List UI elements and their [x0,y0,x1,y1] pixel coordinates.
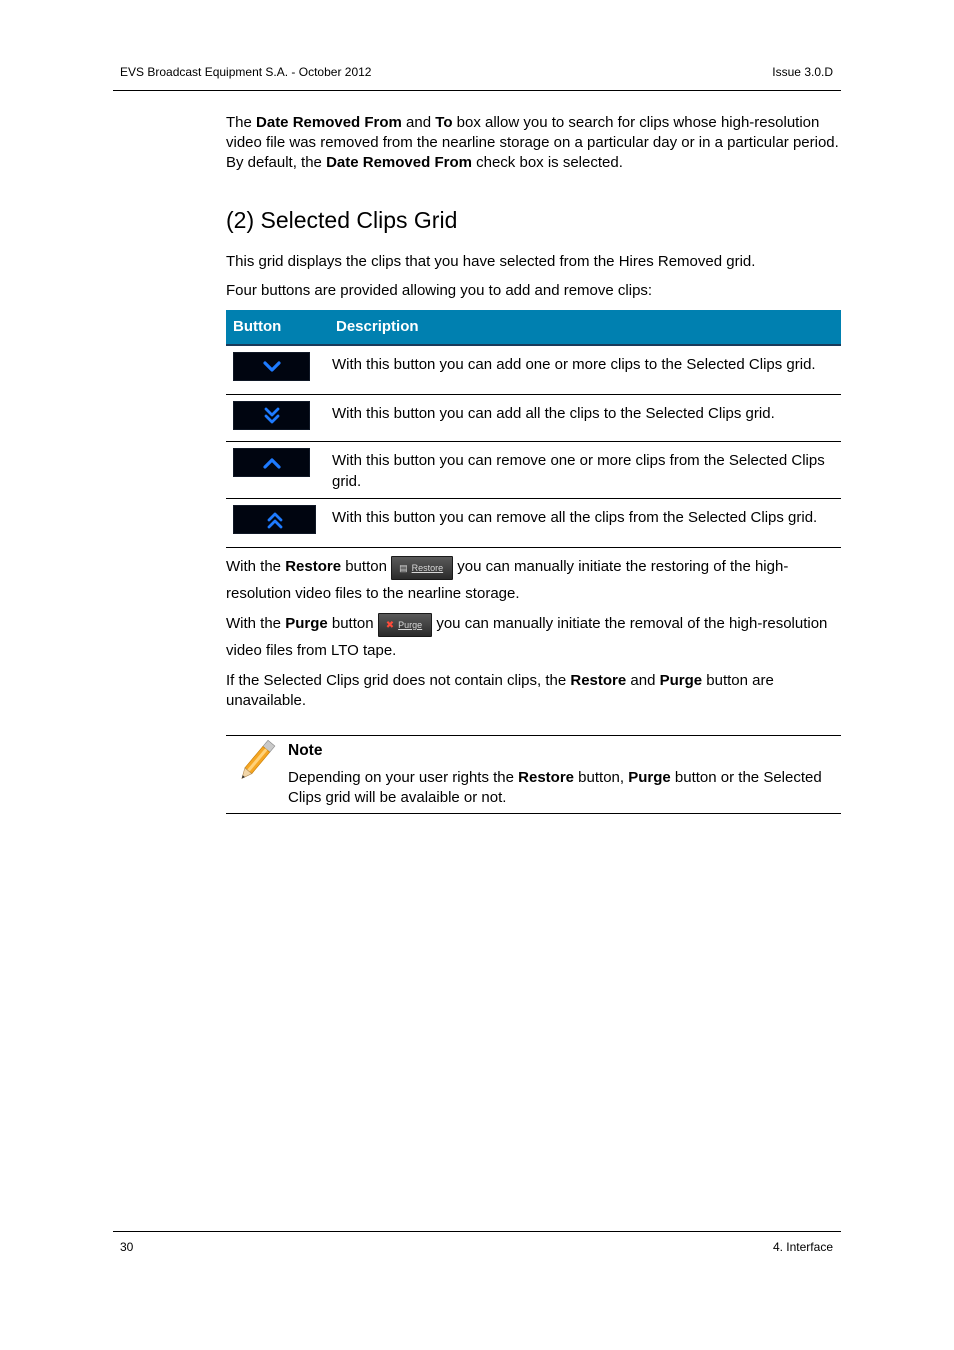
intro-paragraph [226,113,841,173]
text: button, [574,769,629,786]
text: button are unavailable. [226,672,774,709]
text: check box is selected. [471,154,623,171]
bold-term: Date Removed From [256,114,402,131]
buttons-table [226,310,841,548]
table-row [226,345,841,395]
bold-term: Restore [285,558,342,575]
header-right: Issue 3.0.D [772,65,833,79]
table-header-description: Description [329,310,841,345]
text: With the [226,558,286,575]
chevron-down-icon [263,360,281,374]
section-paragraph: This grid displays the clips that you have selected from the Hires Removed grid. [226,253,756,270]
bold-term: Purge [285,615,328,632]
restore-paragraph [226,557,841,604]
table-cell-button [226,499,329,548]
purge-button[interactable] [378,613,432,637]
main-content [226,113,841,814]
text: If the Selected Clips grid does not contain clips, the [226,672,571,689]
section-title: (2) Selected Clips Grid [226,207,458,233]
page-number: 30 [120,1240,134,1254]
table-cell-description: With this button you can add one or more clips to the Selected Clips grid. [329,345,841,395]
bold-term: To [435,114,453,131]
text: Depending on your user rights the [288,769,519,786]
chevron-up-icon [263,456,281,470]
purge-button-label: Purge [398,620,423,630]
table-cell-description: With this button you can remove all the clips from the Selected Clips grid. [329,499,841,548]
text: With the [226,615,286,632]
add-all-clips-button[interactable] [233,401,310,430]
restore-button-label: Restore [411,563,444,573]
add-clip-button[interactable] [233,352,310,381]
restore-icon: ▤ [399,563,408,573]
table-cell-button [226,345,329,395]
bold-term: Purge [628,769,671,786]
text: button [327,615,378,632]
table-cell-button [226,395,329,442]
bold-term: Restore [518,769,575,786]
text: button or the Selected Clips grid will be avalaible or not. [288,769,822,806]
purge-icon: ✖ [385,620,395,631]
text: button [341,558,392,575]
table-cell-description: With this button you can add all the clips to the Selected Clips grid. [329,395,841,442]
note-box [226,735,841,814]
bold-term: Restore [570,672,627,689]
bold-term: Purge [659,672,703,689]
restore-button[interactable] [391,556,453,580]
pencil-icon [232,739,278,785]
text: and [626,672,660,689]
note-text [288,768,841,808]
header-left: EVS Broadcast Equipment S.A. - October 2012 [120,65,372,79]
text: you can manually initiate the restoring of the high-resolution video files to the nearline storage. [226,558,789,602]
table-row [226,442,841,499]
table-row [226,395,841,442]
footer-chapter: 4. Interface [772,1240,833,1254]
text: and [401,114,436,131]
text: box allow you to search for clips whose high-resolution video file was removed from the nearline storage on a particular day or in a particular period. By default, the [226,114,839,171]
text: The [226,114,257,131]
section-paragraph: Four buttons are provided allowing you to add and remove clips: [226,282,653,299]
footer-rule [113,1231,841,1232]
text: you can manually initiate the removal of the high-resolution video files from LTO tape. [226,615,828,659]
table-row [226,499,841,548]
table-header-button: Button [226,310,329,345]
remove-clip-button[interactable] [233,448,310,477]
purge-paragraph [226,614,841,661]
unavailable-paragraph [226,671,841,711]
header-rule [113,90,841,91]
double-chevron-down-icon [263,407,281,425]
table-cell-button [226,442,329,499]
table-cell-description: With this button you can remove one or more clips from the Selected Clips grid. [329,442,841,499]
double-chevron-up-icon [266,511,284,529]
remove-all-clips-button[interactable] [233,505,316,534]
table-header-row [226,310,841,345]
note-title: Note [288,742,323,759]
bold-term: Date Removed From [326,154,472,171]
